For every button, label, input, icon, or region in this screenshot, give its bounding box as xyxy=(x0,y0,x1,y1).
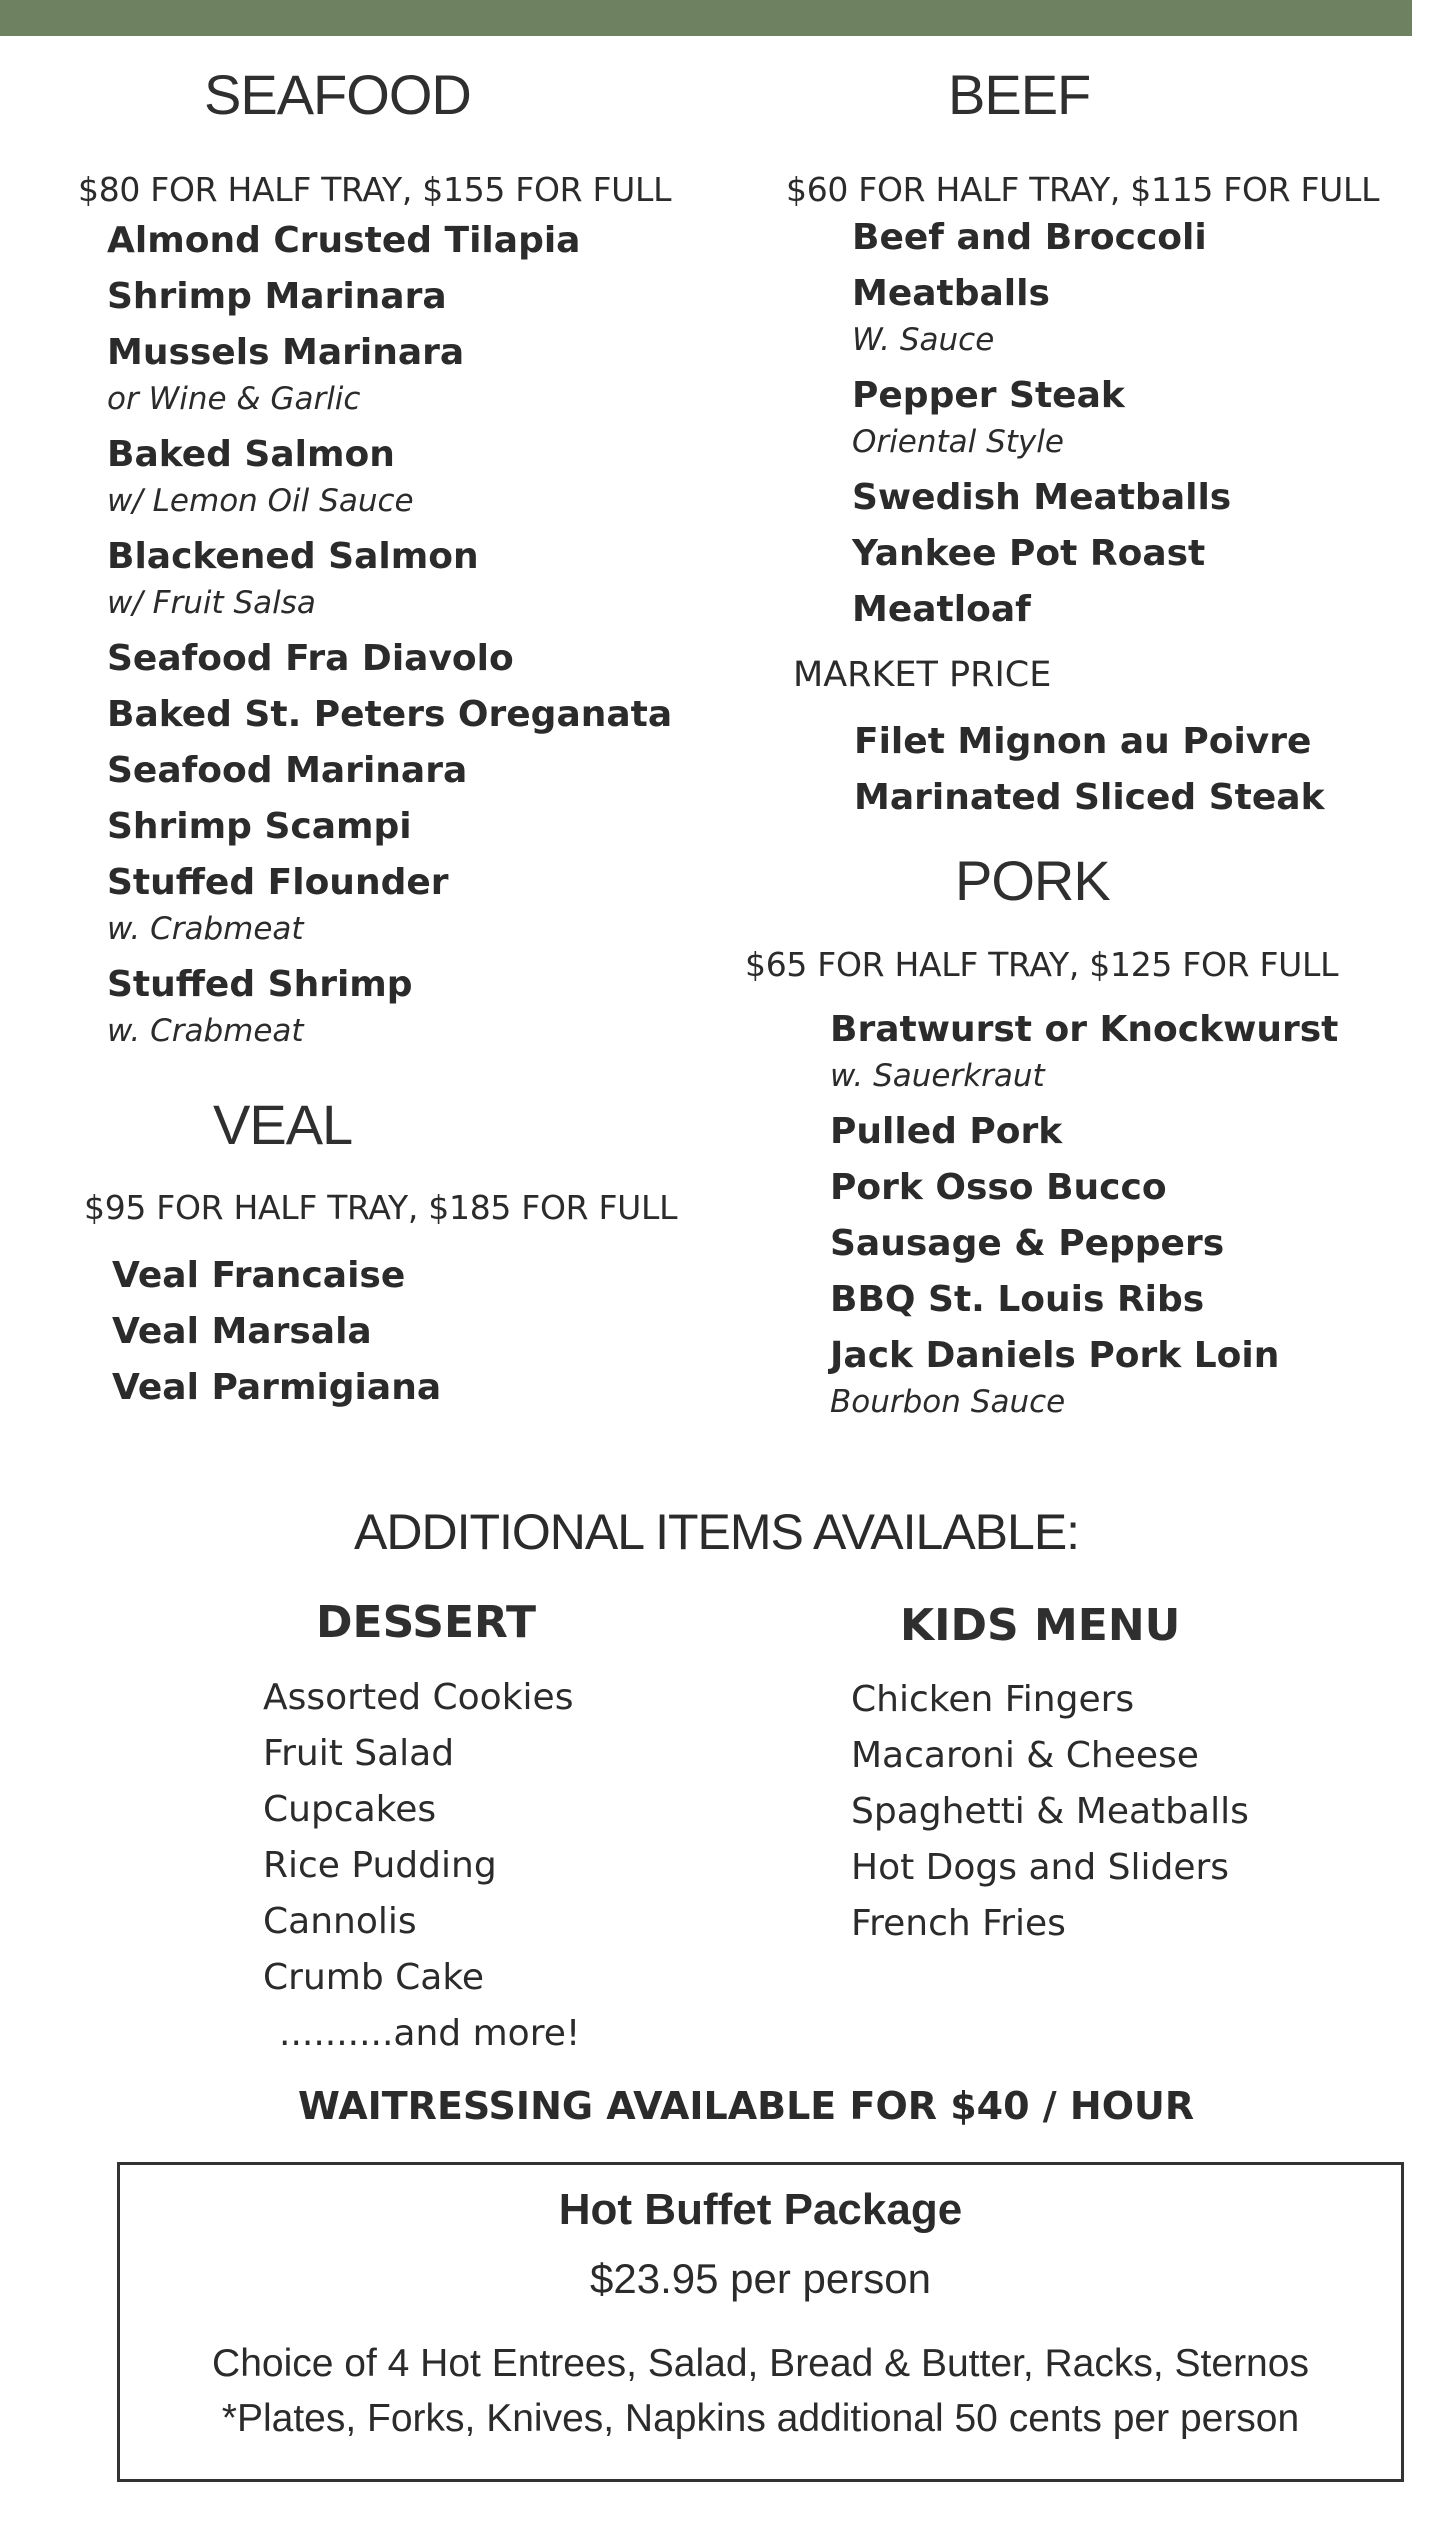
list-item: Chicken Fingers xyxy=(851,1679,1135,1720)
pork-list xyxy=(830,1002,1338,1430)
menu-item: Bratwurst or Knockwurst xyxy=(830,1009,1339,1050)
menu-item-note: Bourbon Sauce xyxy=(830,1384,1066,1420)
list-item: ..........and more! xyxy=(279,2013,581,2054)
menu-item: Veal Parmigiana xyxy=(112,1367,442,1408)
menu-item: Meatballs xyxy=(852,273,1050,314)
market-price-label: MARKET PRICE xyxy=(793,655,1052,695)
menu-item: Filet Mignon au Poivre xyxy=(854,721,1312,762)
list-item: Hot Dogs and Sliders xyxy=(851,1847,1230,1888)
list-item: Macaroni & Cheese xyxy=(851,1735,1199,1776)
list-item: Assorted Cookies xyxy=(263,1677,574,1718)
list-item: Cannolis xyxy=(263,1901,417,1942)
veal-price: $95 FOR HALF TRAY, $185 FOR FULL xyxy=(84,1188,678,1227)
menu-item: BBQ St. Louis Ribs xyxy=(830,1279,1205,1320)
menu-item: Almond Crusted Tilapia xyxy=(107,220,581,261)
veal-title: VEAL xyxy=(213,1093,353,1156)
menu-item-note: or Wine & Garlic xyxy=(107,381,361,417)
menu-item: Jack Daniels Pork Loin xyxy=(830,1335,1280,1376)
menu-item: Shrimp Scampi xyxy=(107,806,412,847)
menu-item: Seafood Fra Diavolo xyxy=(107,638,514,679)
buffet-additional-note: *Plates, Forks, Knives, Napkins additional 50 cents per person xyxy=(221,2397,1300,2440)
beef-title: BEEF xyxy=(948,63,1091,126)
menu-item: Veal Marsala xyxy=(112,1311,372,1352)
buffet-price: $23.95 per person xyxy=(590,2255,931,2302)
top-accent-bar xyxy=(0,0,1412,36)
menu-item: Stuffed Shrimp xyxy=(107,964,413,1005)
menu-item: Meatloaf xyxy=(852,589,1031,630)
menu-item-note: w/ Fruit Salsa xyxy=(107,585,316,621)
market-price-list xyxy=(854,714,1325,826)
menu-item: Marinated Sliced Steak xyxy=(854,777,1325,818)
list-item: French Fries xyxy=(851,1903,1066,1944)
menu-item: Sausage & Peppers xyxy=(830,1223,1225,1264)
waitressing-note: WAITRESSING AVAILABLE FOR $40 / HOUR xyxy=(298,2084,1195,2128)
menu-item: Veal Francaise xyxy=(112,1255,406,1296)
menu-item: Baked Salmon xyxy=(107,434,395,475)
menu-item: Pork Osso Bucco xyxy=(830,1167,1167,1208)
menu-item-note: w. Crabmeat xyxy=(107,911,304,947)
menu-item: Blackened Salmon xyxy=(107,536,479,577)
list-item: Rice Pudding xyxy=(263,1845,497,1886)
kids-menu-title: KIDS MENU xyxy=(900,1600,1181,1651)
menu-item: Beef and Broccoli xyxy=(852,217,1207,258)
pork-title: PORK xyxy=(955,849,1110,912)
list-item: Crumb Cake xyxy=(263,1957,485,1998)
buffet-title: Hot Buffet Package xyxy=(558,2185,963,2234)
beef-list xyxy=(852,210,1231,638)
list-item: Fruit Salad xyxy=(263,1733,455,1774)
hot-buffet-package-box xyxy=(117,2162,1404,2482)
menu-item: Baked St. Peters Oreganata xyxy=(107,694,673,735)
kids-menu-list xyxy=(851,1672,1249,1952)
menu-item: Shrimp Marinara xyxy=(107,276,447,317)
menu-item-note: w/ Lemon Oil Sauce xyxy=(107,483,414,519)
menu-item-note: Oriental Style xyxy=(852,424,1064,460)
menu-item: Yankee Pot Roast xyxy=(852,533,1206,574)
menu-item: Swedish Meatballs xyxy=(852,477,1232,518)
additional-title: ADDITIONAL ITEMS AVAILABLE: xyxy=(354,1504,1080,1560)
menu-item-note: w. Sauerkraut xyxy=(830,1058,1045,1094)
seafood-price: $80 FOR HALF TRAY, $155 FOR FULL xyxy=(78,170,672,209)
menu-item: Seafood Marinara xyxy=(107,750,468,791)
seafood-list xyxy=(107,213,672,1059)
seafood-title: SEAFOOD xyxy=(204,63,471,126)
veal-list xyxy=(112,1248,441,1416)
list-item: Cupcakes xyxy=(263,1789,437,1830)
menu-item: Pepper Steak xyxy=(852,375,1125,416)
menu-item: Stuffed Flounder xyxy=(107,862,449,903)
dessert-title: DESSERT xyxy=(316,1597,536,1648)
beef-price: $60 FOR HALF TRAY, $115 FOR FULL xyxy=(786,170,1380,209)
pork-price: $65 FOR HALF TRAY, $125 FOR FULL xyxy=(745,945,1339,984)
menu-item: Mussels Marinara xyxy=(107,332,465,373)
menu-item: Pulled Pork xyxy=(830,1111,1063,1152)
menu-item-note: W. Sauce xyxy=(852,322,995,358)
dessert-list xyxy=(263,1670,580,2062)
menu-item-note: w. Crabmeat xyxy=(107,1013,304,1049)
list-item: Spaghetti & Meatballs xyxy=(851,1791,1249,1832)
buffet-includes: Choice of 4 Hot Entrees, Salad, Bread & Butter, Racks, Sternos xyxy=(212,2342,1309,2385)
